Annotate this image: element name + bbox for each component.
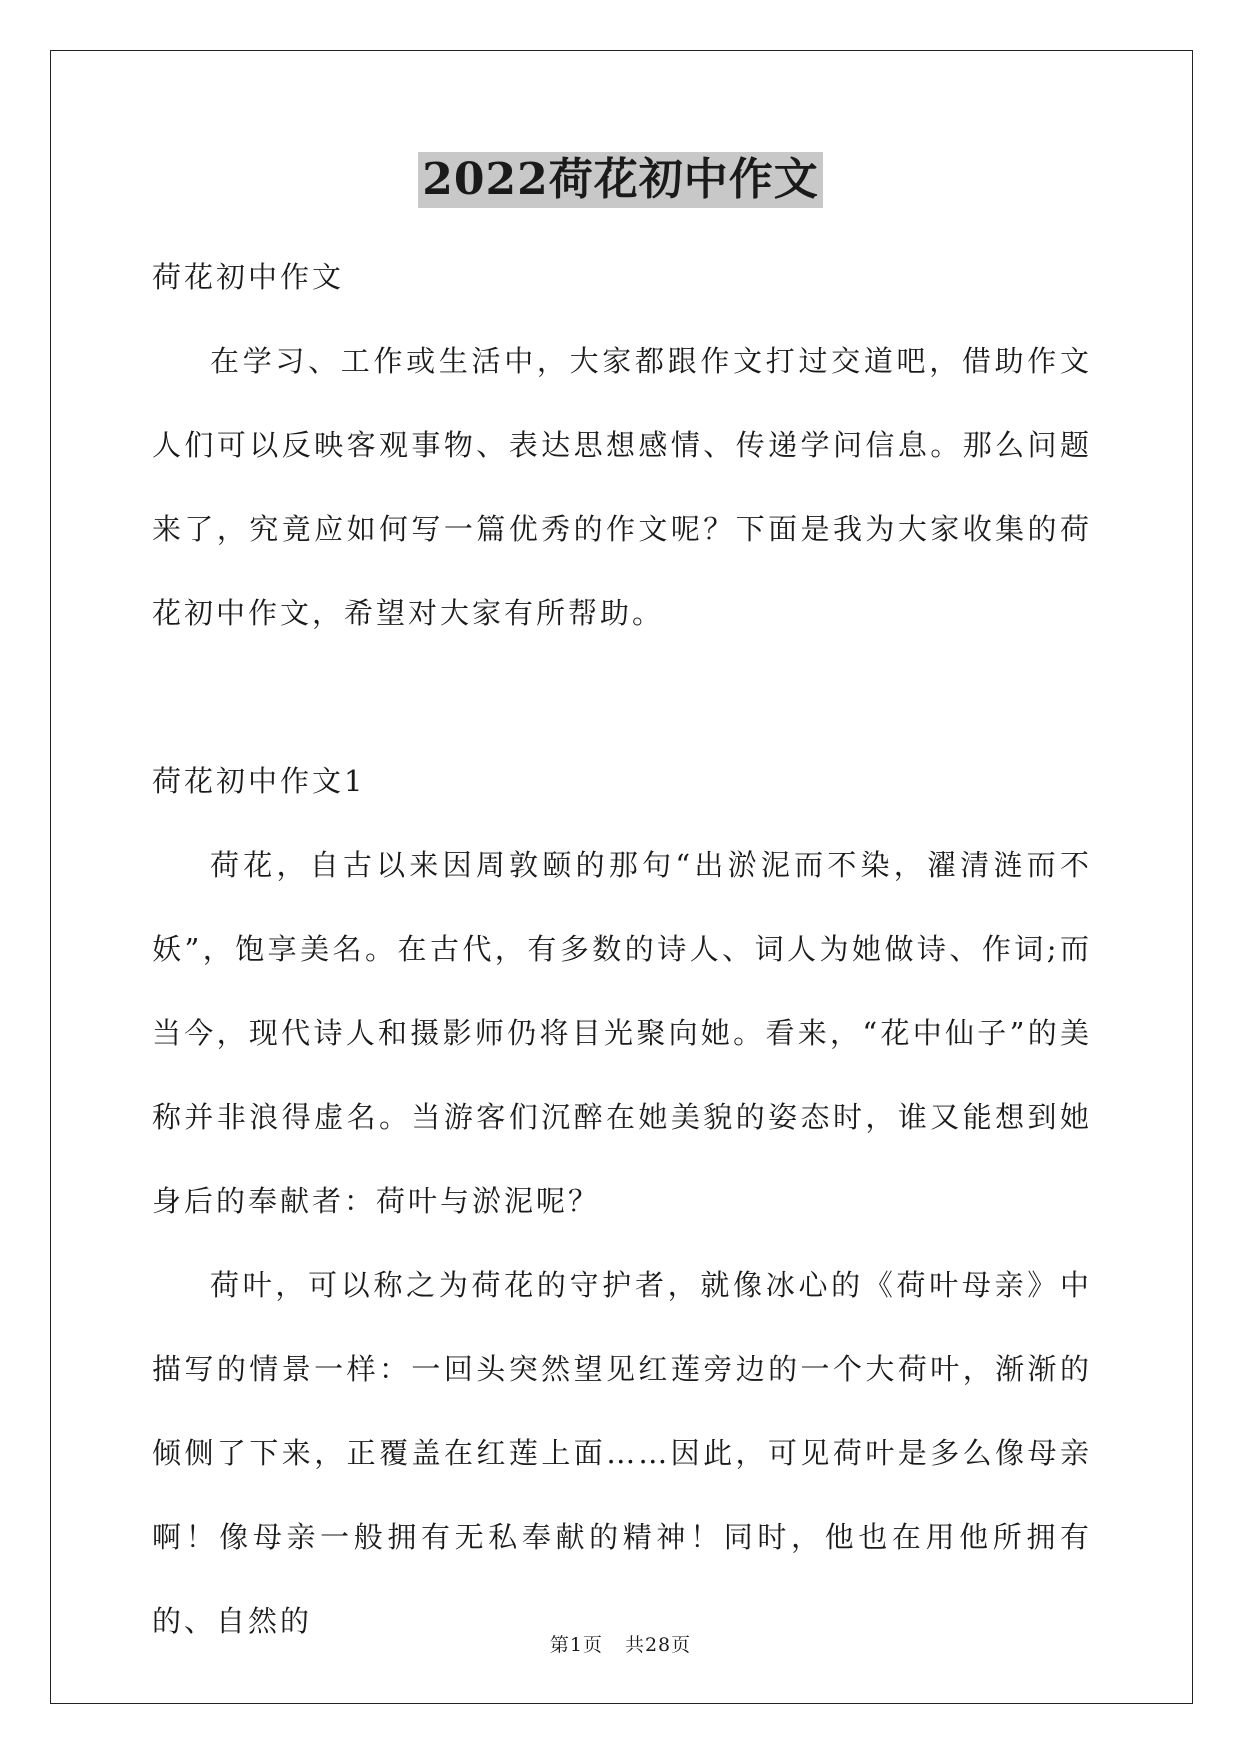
document-title: 2022荷花初中作文 xyxy=(418,152,822,208)
essay-1-heading: 荷花初中作文1 xyxy=(152,764,366,798)
essay-1-paragraph-1: 荷花，自古以来因周敦颐的那句“出淤泥而不染，濯清涟而不妖”，饱享美名。在古代，有多数的诗人、词人为她做诗、作词;而当今，现代诗人和摄影师仍将目光聚向她。看来，“花中仙子”的美称并非浪得虚名。当游客们沉醉在她美貌的姿态时，谁又能想到她身后的奉献者：荷叶与淤泥呢？ xyxy=(152,848,1092,1218)
document-body xyxy=(152,235,1092,1663)
title-container xyxy=(0,152,1241,208)
page-footer xyxy=(0,1630,1241,1657)
page-number: 第1页 xyxy=(549,1634,603,1656)
page-total: 共28页 xyxy=(624,1634,692,1656)
intro-heading: 荷花初中作文 xyxy=(152,260,345,294)
section-spacer xyxy=(152,655,1092,739)
essay-1-paragraph-2: 荷叶，可以称之为荷花的守护者，就像冰心的《荷叶母亲》中描写的情景一样：一回头突然望见红莲旁边的一个大荷叶，渐渐的倾侧了下来，正覆盖在红莲上面……因此，可见荷叶是多么像母亲啊！像母亲一般拥有无私奉献的精神！同时，他也在用他所拥有的、自然的 xyxy=(152,1268,1092,1638)
intro-paragraph: 在学习、工作或生活中，大家都跟作文打过交道吧，借助作文人们可以反映客观事物、表达思想感情、传递学问信息。那么问题来了，究竟应如何写一篇优秀的作文呢？下面是我为大家收集的荷花初中作文，希望对大家有所帮助。 xyxy=(152,344,1092,630)
